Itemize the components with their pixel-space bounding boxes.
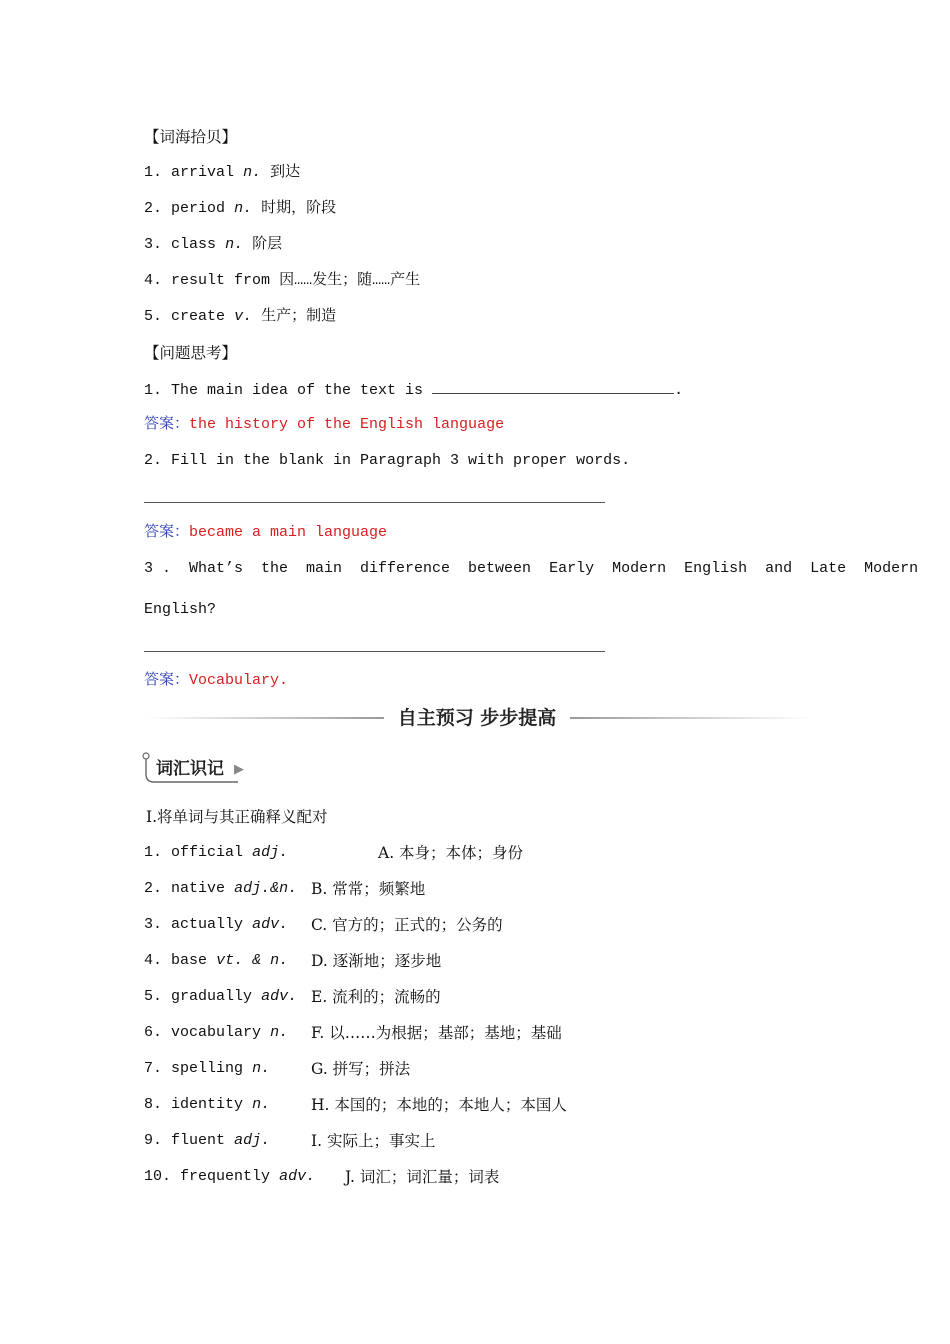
match-word: 6. vocabulary n. bbox=[144, 1024, 289, 1041]
list-item: 2. period n. 时期，阶段 bbox=[144, 200, 337, 217]
play-triangle-icon: ▶ bbox=[234, 762, 244, 777]
section-title-cihai: 【词海拾贝】 bbox=[144, 128, 238, 146]
section-banner bbox=[144, 704, 810, 732]
match-definition: D. 逐渐地；逐步地 bbox=[311, 952, 442, 970]
answer-1: 答案：the history of the English language bbox=[144, 416, 505, 433]
question-2: 2. Fill in the blank in Paragraph 3 with proper words. bbox=[144, 452, 631, 469]
match-word: 3. actually adv. bbox=[144, 916, 289, 933]
match-word: 8. identity n. bbox=[144, 1096, 271, 1113]
question-1: 1. The main idea of the text is . bbox=[144, 379, 683, 401]
section-title-wenti: 【问题思考】 bbox=[144, 344, 238, 362]
answer-blank-2 bbox=[144, 502, 605, 503]
match-definition: E. 流利的；流畅的 bbox=[311, 988, 441, 1006]
match-definition: H. 本国的；本地的；本地人；本国人 bbox=[311, 1096, 567, 1114]
matching-instruction: Ⅰ.将单词与其正确释义配对 bbox=[146, 808, 328, 826]
match-word: 5. gradually adv. bbox=[144, 988, 298, 1005]
question-3-line-1: 3 . What’s the main difference between Early Modern English and Late Modern bbox=[144, 560, 919, 577]
list-item: 1. arrival n. 到达 bbox=[144, 164, 301, 181]
banner-rule-right bbox=[570, 717, 810, 719]
vocab-header bbox=[142, 752, 252, 786]
list-item: 3. class n. 阶层 bbox=[144, 236, 283, 253]
list-item: 5. create v. 生产；制造 bbox=[144, 308, 337, 325]
match-word: 10. frequently adv. bbox=[144, 1168, 316, 1185]
banner-title: 自主预习 步步提高 bbox=[397, 707, 557, 729]
match-definition: J. 词汇；词汇量；词表 bbox=[345, 1168, 500, 1186]
match-word: 7. spelling n. bbox=[144, 1060, 271, 1077]
match-definition: B. 常常；频繁地 bbox=[311, 880, 426, 898]
match-definition: F. 以……为根据；基部；基地；基础 bbox=[311, 1024, 562, 1042]
match-definition: I. 实际上；事实上 bbox=[311, 1132, 436, 1150]
banner-rule-left bbox=[144, 717, 384, 719]
question-3-line-2: English? bbox=[144, 601, 217, 618]
answer-blank-1 bbox=[432, 379, 674, 394]
list-item: 4. result from 因……发生；随……产生 bbox=[144, 272, 421, 289]
match-definition: A. 本身；本体；身份 bbox=[378, 844, 524, 862]
match-word: 1. official adj. bbox=[144, 844, 289, 861]
answer-2: 答案：became a main language bbox=[144, 524, 388, 541]
answer-3: 答案：Vocabulary. bbox=[144, 672, 289, 689]
match-word: 4. base vt. & n. bbox=[144, 952, 289, 969]
match-word: 9. fluent adj. bbox=[144, 1132, 271, 1149]
match-definition: C. 官方的；正式的；公务的 bbox=[311, 916, 503, 934]
match-word: 2. native adj.&n. bbox=[144, 880, 298, 897]
answer-blank-3 bbox=[144, 651, 605, 652]
match-definition: G. 拼写；拼法 bbox=[311, 1060, 411, 1078]
vocab-header-title: 词汇识记 bbox=[156, 759, 224, 779]
